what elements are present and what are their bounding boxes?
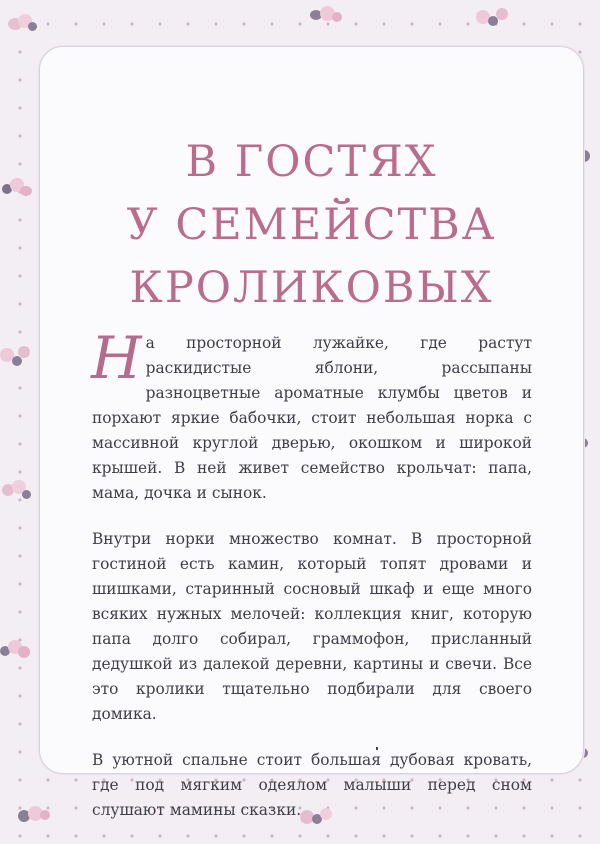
flower-icon <box>2 480 36 502</box>
flower-icon <box>310 6 344 28</box>
drop-cap: Н <box>91 324 142 392</box>
flower-icon <box>2 178 36 200</box>
title-line-3: КРОЛИКОВЫХ <box>129 263 494 313</box>
title-line-1: В ГОСТЯХ <box>185 137 438 187</box>
flower-icon <box>8 14 42 36</box>
flower-icon <box>18 806 52 828</box>
story-text <box>91 324 532 844</box>
print-mark <box>376 747 378 750</box>
flower-icon <box>0 346 34 368</box>
paragraph-3: В уютной спальне стоит большая дубовая кровать, где под мягким одеялом малыши перед сном слушают мамины сказки. <box>92 751 532 819</box>
page-card <box>39 46 584 819</box>
title-line-2: У СЕМЕЙСТВА <box>126 200 497 250</box>
paragraph-1 <box>91 324 532 506</box>
flower-icon <box>476 8 510 30</box>
page-title <box>40 131 583 320</box>
flower-icon <box>0 640 34 662</box>
paragraph-1-text: а просторной лужайке, где растут раскидистые яблони, рассыпаны разноцветные ароматные клумбы цветов и порхают яркие бабочки, стоит небольшая норка с массивной круглой дверью, окошком и широкой крышей. В ней живет семейство крольчат: папа, мама, дочка и сынок. <box>92 334 532 502</box>
paragraph-2: Внутри норки множество комнат. В просторной гостиной есть камин, который топят дровами и шишками, старинный сосновый шкаф и еще много всяких нужных мелочей: коллекция книг, которую папа долго собирал, граммофон, присланный дедушкой из далекой деревни, картины и свечи. Все это кролики тщательно подбирали для своего домика. <box>92 530 532 723</box>
